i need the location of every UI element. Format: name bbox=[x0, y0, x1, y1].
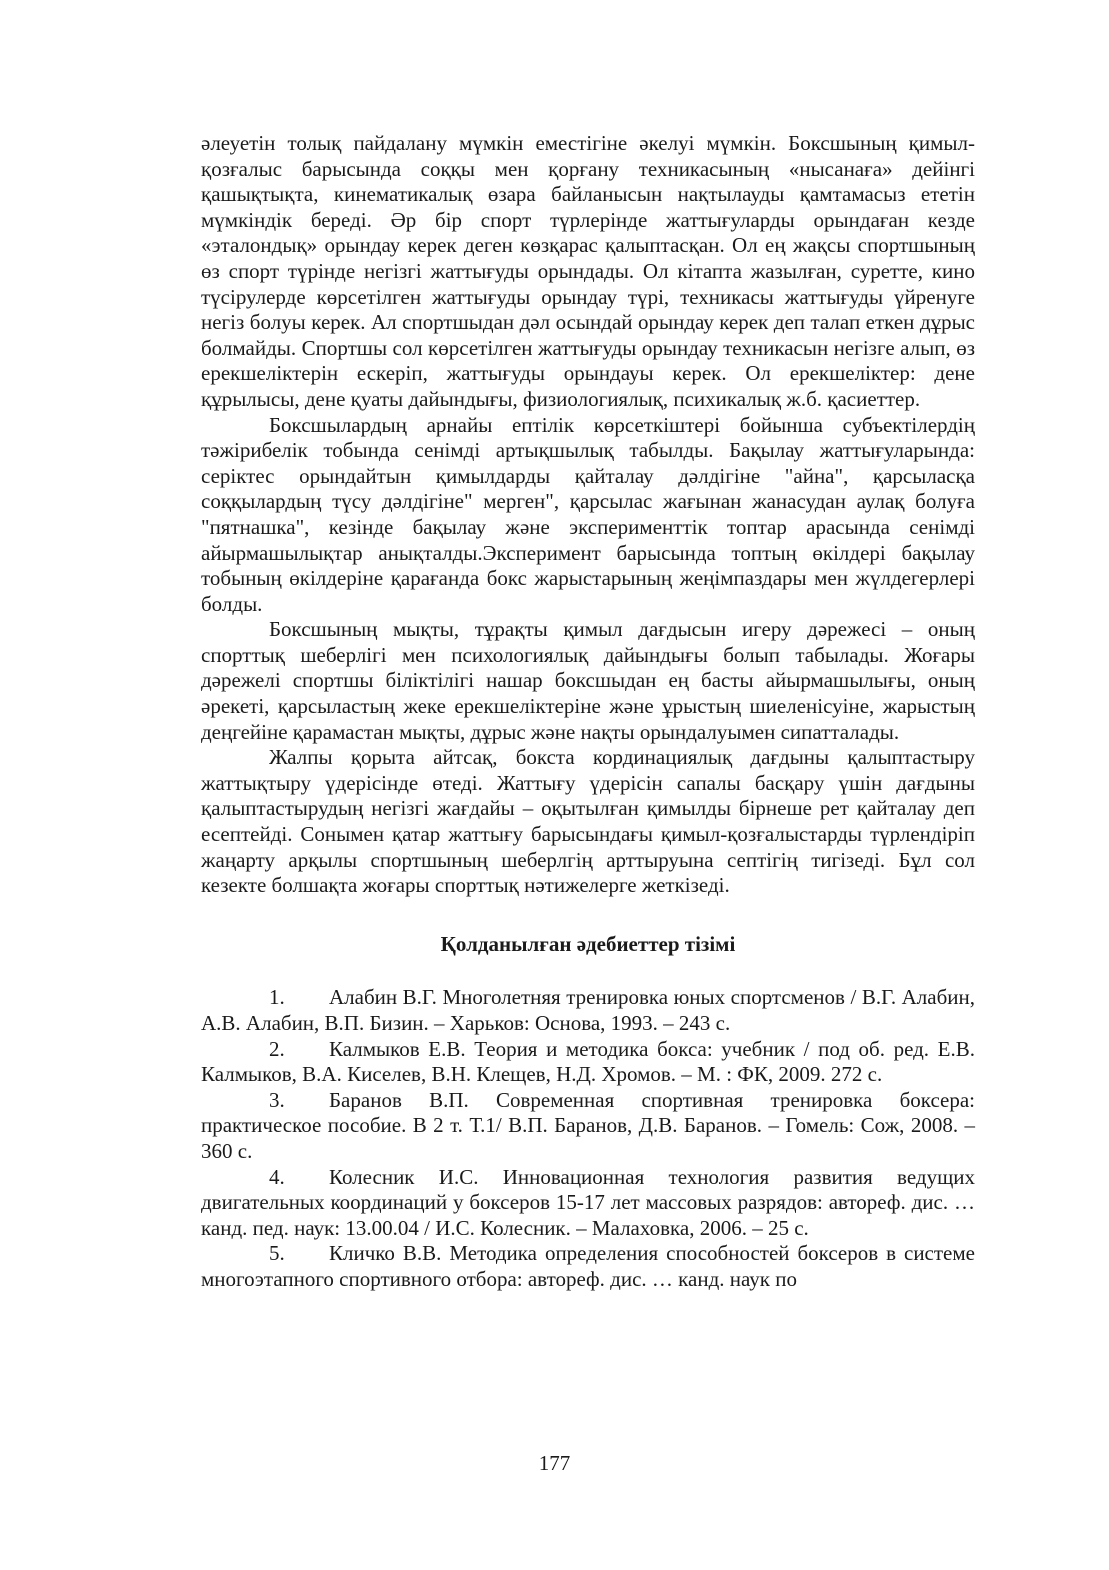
references-list bbox=[201, 985, 975, 1292]
reference-number: 1. bbox=[269, 985, 285, 1010]
body-paragraph: әлеуетін толық пайдалану мүмкін еместігіне әкелуі мүмкін. Боксшының қимыл-қозғалыс барысында соққы мен қорғану техникасының «нысанаға» дейінгі қашықтықта, кинематикалық өзара байланысын нақтылауды қамтамасыз ететін мүмкіндік береді. Әр бір спорт түрлерінде жаттығуларды орындаған кезде «эталондық» орындау керек деген көзқарас қалыптасқан. Ол ең жақсы спортшының өз спорт түрінде негізгі жаттығуды орындады. Ол кітапта жазылған, суретте, кино түсірулерде көрсетілген жаттығуды орындау түрі, техникасы жаттығуды үйренуге негіз болуы керек. Ал спортшыдан дәл осындай орындау керек деп талап еткен дұрыс болмайды. Спортшы сол көрсетілген жаттығуды орындау техникасын негізге алып, өз ерекшеліктерін ескеріп, жаттығуды орындауы керек. Ол ерекшеліктер: дене құрылысы, дене қуаты дайындығы, физиологиялық, психикалық ж.б. қасиеттер. bbox=[201, 131, 975, 411]
reference-text: Баранов В.П. Современная спортивная тренировка боксера: практическое пособие. В 2 т. Т.1/ В.П. Баранов, Д.В. Баранов. – Гомель: Сож, 2008. – 360 с. bbox=[201, 1087, 975, 1163]
body-paragraph: Жалпы қорыта айтсақ, бокста кординациялық дағдыны қалыптастыру жаттықтыру үдерісінде өтеді. Жаттығу үдерісін сапалы басқару үшін дағдыны қалыптастырудың негізгі жағдайы – оқытылған қимылды бірнеше рет қайталау деп есептейді. Сонымен қатар жаттығу барысындағы қимыл-қозғалыстарды түрлендіріп жаңарту арқылы спортшының шеберлгің арттыруына септігің тигізеді. Бұл сол кезекте болшақта жоғары спорттық нәтижелерге жеткізеді. bbox=[201, 745, 975, 898]
references-heading: Қолданылған әдебиеттер тізімі bbox=[440, 931, 736, 956]
reference-number: 3. bbox=[269, 1087, 285, 1112]
page-number: 177 bbox=[538, 1451, 571, 1475]
reference-item bbox=[201, 1088, 975, 1165]
reference-number: 4. bbox=[269, 1164, 285, 1189]
reference-item bbox=[201, 985, 975, 1036]
reference-text: Калмыков Е.В. Теория и методика бокса: учебник / под об. ред. Е.В. Калмыков, В.А. Киселев, В.Н. Клещев, Н.Д. Хромов. – М. : ФК, 2009. 272 с. bbox=[201, 1036, 975, 1087]
reference-text: Кличко В.В. Методика определения способностей боксеров в системе многоэтапного спортивного отбора: автореф. дис. … канд. наук по bbox=[201, 1241, 975, 1291]
reference-item bbox=[201, 1165, 975, 1242]
page-content bbox=[201, 131, 975, 1293]
reference-item bbox=[201, 1037, 975, 1088]
reference-number: 2. bbox=[269, 1036, 285, 1061]
body-paragraph: Боксшының мықты, тұрақты қимыл дағдысын игеру дәрежесі – оның спорттық шеберлігі мен психологиялық дайындығы болып табылады. Жоғары дәрежелі спортшы біліктілігі нашар боксшыдан ең басты айырмашылығы, оның әрекеті, қарсыластың жеке ерекшеліктеріне және ұрыстың шиеленісуіне, жарыстың деңгейіне қарамастан мықты, дұрыс және нақты орындалуымен сипатталады. bbox=[201, 617, 975, 744]
reference-text: Алабин В.Г. Многолетняя тренировка юных спортсменов / В.Г. Алабин, А.В. Алабин, В.П. Бизин. – Харьков: Основа, 1993. – 243 с. bbox=[201, 985, 975, 1035]
body-paragraph: Боксшылардың арнайы ептілік көрсеткіштері бойынша субъектілердің тәжірибелік тобында сенімді артықшылық табылды. Бақылау жаттығуларында: серіктес орындайтын қимылдарды қайталау дәлдігіне "айна", қарсыласқа соққылардың түсу дәлдігіне" мерген", қарсылас жағынан жанасудан аулақ болуға "пятнашка", кезінде бақылау және эксперименттік топтар арасында сенімді айырмашылықтар анықталды.Эксперимент барысында топтың өкілдері бақылау тобының өкілдеріне қарағанда бокс жарыстарының жеңімпаздары мен жүлдегерлері болды. bbox=[201, 412, 975, 616]
reference-item bbox=[201, 1241, 975, 1292]
reference-number: 5. bbox=[269, 1241, 285, 1266]
reference-text: Колесник И.С. Инновационная технология развития ведущих двигательных координаций у боксеров 15-17 лет массовых разрядов: автореф. дис. … канд. пед. наук: 13.00.04 / И.С. Колесник. – Малаховка, 2006. – 25 с. bbox=[201, 1164, 975, 1240]
